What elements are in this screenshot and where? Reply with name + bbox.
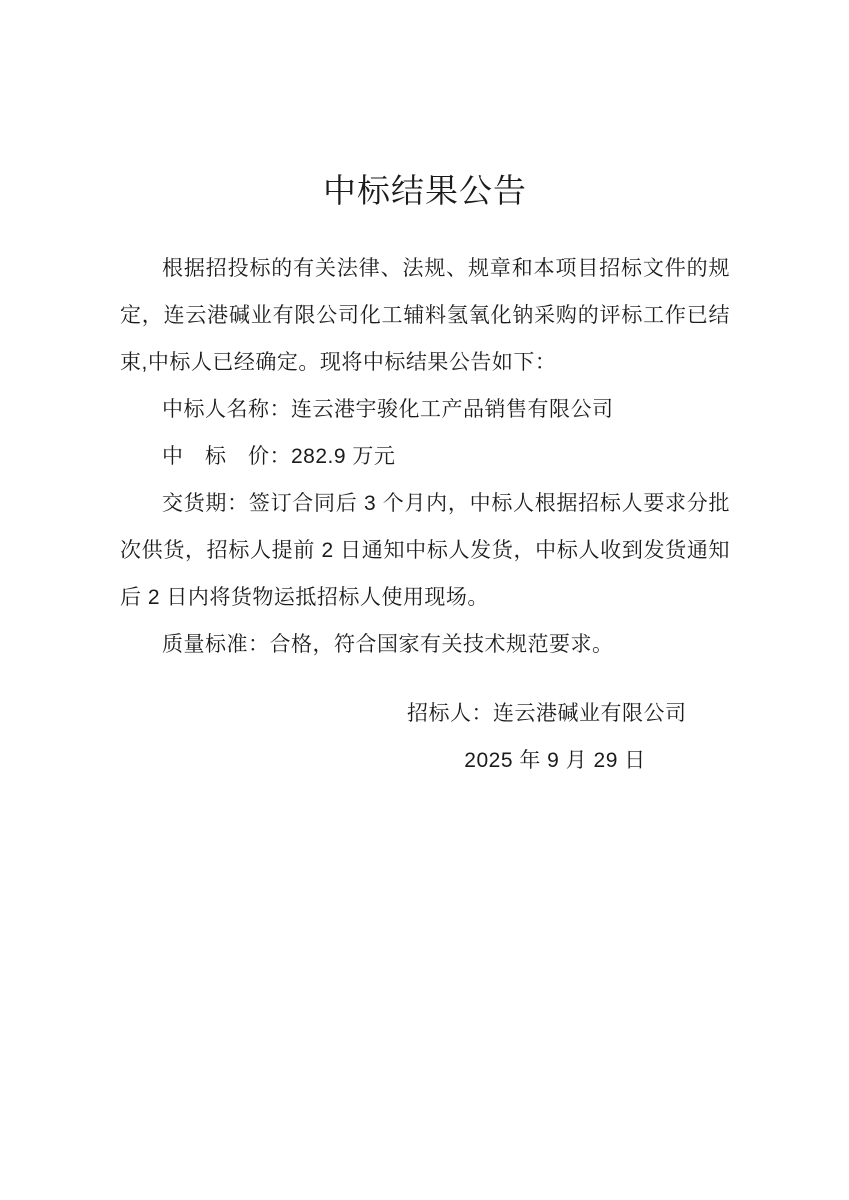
quality-standard-line: 质量标准：合格，符合国家有关技术规范要求。 bbox=[162, 633, 614, 656]
page-title: 中标结果公告 bbox=[323, 172, 527, 209]
announcement-body bbox=[120, 245, 730, 668]
bid-price-line: 中 标 价：282.9 万元 bbox=[162, 445, 396, 468]
intro-paragraph: 根据招投标的有关法律、法规、规章和本项目招标文件的规定，连云港碱业有限公司化工辅料氢氧化钠采购的评标工作已结束,中标人已经确定。现将中标结果公告如下： bbox=[120, 257, 730, 374]
tenderee-signature-line: 招标人：连云港碱业有限公司 bbox=[407, 702, 687, 725]
signature-block bbox=[407, 690, 687, 784]
winner-name-line: 中标人名称：连云港宇骏化工产品销售有限公司 bbox=[162, 398, 614, 421]
delivery-terms-paragraph: 交货期：签订合同后 3 个月内，中标人根据招标人要求分批次供货，招标人提前 2 日通知中标人发货，中标人收到发货通知后 2 日内将货物运抵招标人使用现场。 bbox=[120, 492, 730, 609]
announcement-date-line: 2025 年 9 月 29 日 bbox=[464, 749, 646, 772]
